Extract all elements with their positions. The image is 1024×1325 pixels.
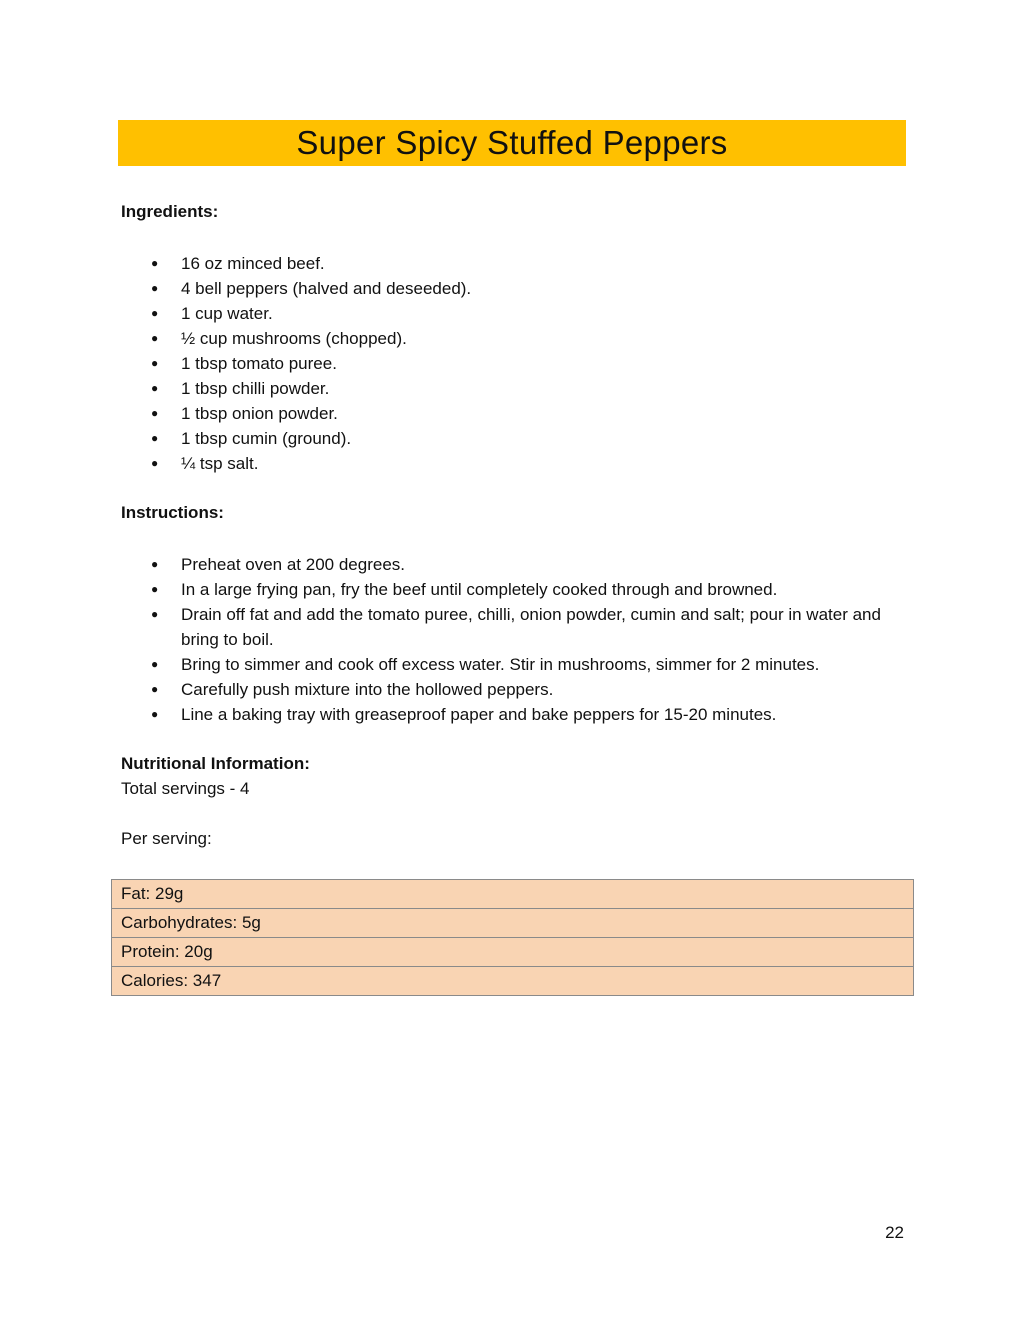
- ingredient-item: ● 1 cup water.: [150, 301, 910, 326]
- ingredient-item: ● ½ cup mushrooms (chopped).: [150, 326, 910, 351]
- ingredient-item: ● 1 tbsp chilli powder.: [150, 376, 910, 401]
- ingredients-list: [150, 251, 910, 476]
- table-row: [112, 880, 914, 909]
- per-serving-label: Per serving:: [121, 829, 212, 848]
- table-row: [112, 967, 914, 996]
- ingredient-item: ● 1 tbsp onion powder.: [150, 401, 910, 426]
- recipe-title: Super Spicy Stuffed Peppers: [296, 124, 728, 161]
- nutrition-cell: Protein: 20g: [112, 938, 914, 967]
- ingredient-item: ● 16 oz minced beef.: [150, 251, 910, 276]
- nutrition-table: [111, 879, 914, 996]
- instruction-item: ● Bring to simmer and cook off excess water. Stir in mushrooms, simmer for 2 minutes.: [150, 652, 910, 677]
- ingredients-heading: Ingredients:: [121, 202, 219, 221]
- instruction-item: ● Drain off fat and add the tomato puree, chilli, onion powder, cumin and salt; pour in water and bring to boil.: [150, 602, 910, 652]
- total-servings: Total servings - 4: [121, 779, 250, 798]
- ingredient-item: ● 4 bell peppers (halved and deseeded).: [150, 276, 910, 301]
- instruction-item: ● In a large frying pan, fry the beef until completely cooked through and browned.: [150, 577, 910, 602]
- instructions-heading: Instructions:: [121, 503, 224, 522]
- table-row: [112, 938, 914, 967]
- recipe-title-bar: [118, 120, 906, 166]
- page-number: 22: [885, 1223, 904, 1242]
- instruction-item: ● Line a baking tray with greaseproof paper and bake peppers for 15-20 minutes.: [150, 702, 910, 727]
- ingredient-item: ● ¼ tsp salt.: [150, 451, 910, 476]
- ingredient-item: ● 1 tbsp tomato puree.: [150, 351, 910, 376]
- instructions-list: [150, 552, 910, 727]
- nutrition-cell: Calories: 347: [112, 967, 914, 996]
- instruction-item: ● Carefully push mixture into the hollowed peppers.: [150, 677, 910, 702]
- ingredient-item: ● 1 tbsp cumin (ground).: [150, 426, 910, 451]
- nutrition-cell: Carbohydrates: 5g: [112, 909, 914, 938]
- table-row: [112, 909, 914, 938]
- instruction-item: ● Preheat oven at 200 degrees.: [150, 552, 910, 577]
- nutrition-heading: Nutritional Information:: [121, 754, 310, 773]
- nutrition-cell: Fat: 29g: [112, 880, 914, 909]
